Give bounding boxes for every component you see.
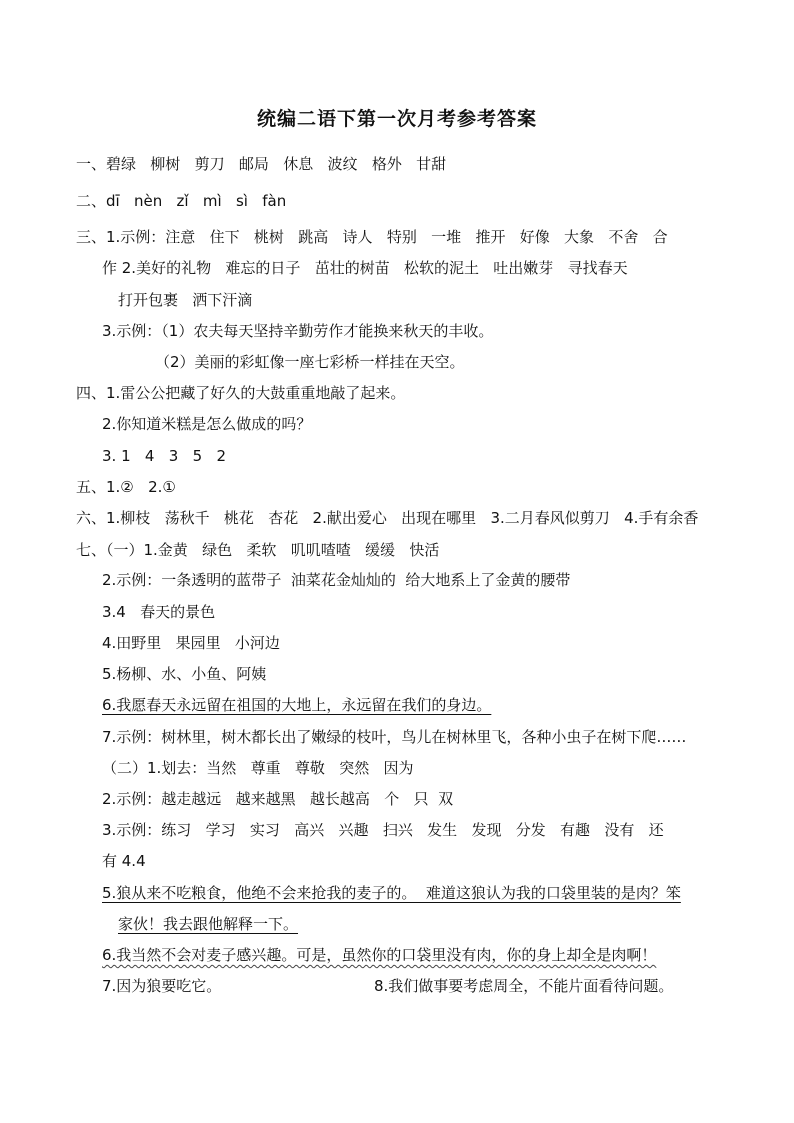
section-2-pinyin: 二、dī nèn zǐ mì sì fàn	[76, 192, 287, 210]
section-7-part2-q3-line2: 有 4.4	[102, 852, 146, 870]
section-3-q3-line1: 3.示例：（1）农夫每天坚持辛勤劳作才能换来秋天的丰收。	[102, 322, 494, 340]
section-6-answers: 六、1.柳枝 荡秋千 桃花 杏花 2.献出爱心 出现在哪里 3.二月春风似剪刀 4.手有余香	[76, 509, 699, 527]
section-7-part2-q5-line1: 5.狼从来不吃粮食，他绝不会来抢我的麦子的。 难道这狼认为我的口袋里装的是肉？笨	[102, 884, 681, 902]
section-7-part1-q1: 七、（一）1.金黄 绿色 柔软 叽叽喳喳 缓缓 快活	[76, 541, 440, 559]
section-4-q1: 四、1.雷公公把藏了好久的大鼓重重地敲了起来。	[76, 384, 406, 402]
section-7-part2-q1: （二）1.划去：当然 尊重 尊敬 突然 因为	[102, 759, 414, 777]
section-3-q1-line2: 作 2.美好的礼物 难忘的日子 茁壮的树苗 松软的泥土 吐出嫩芽 寻找春天	[102, 259, 628, 277]
section-4-q2: 2.你知道米糕是怎么做成的吗？	[102, 415, 312, 433]
section-7-part1-q2: 2.示例：一条透明的蓝带子 油菜花金灿灿的 给大地系上了金黄的腰带	[102, 571, 571, 589]
section-7-part1-q5: 5.杨柳、水、小鱼、阿姨	[102, 665, 267, 683]
section-7-part2-q8: 8.我们做事要考虑周全，不能片面看待问题。	[374, 977, 674, 995]
section-3-q3-line2: （2）美丽的彩虹像一座七彩桥一样挂在天空。	[155, 353, 465, 371]
section-7-part2-q2: 2.示例：越走越远 越来越黑 越长越高 个 只 双	[102, 790, 454, 808]
section-7-part2-q6: 6.我当然不会对麦子感兴趣。可是，虽然你的口袋里没有肉，你的身上却全是肉啊！	[102, 946, 657, 964]
section-7-part1-q4: 4.田野里 果园里 小河边	[102, 634, 280, 652]
section-7-part2-q5-line2: 家伙！我去跟他解释一下。	[118, 915, 299, 933]
section-7-part2-q7: 7.因为狼要吃它。	[102, 977, 222, 995]
section-5-answers: 五、1.② 2.①	[76, 478, 176, 496]
section-7-part1-q6: 6.我愿春天永远留在祖国的大地上，永远留在我们的身边。	[102, 696, 492, 714]
page-title: 统编二语下第一次月考参考答案	[256, 108, 537, 130]
section-1-answers: 一、碧绿 柳树 剪刀 邮局 休息 波纹 格外 甘甜	[76, 155, 447, 173]
section-3-q2-line3: 打开包裹 洒下汗滴	[118, 291, 253, 309]
section-4-q3: 3. 1 4 3 5 2	[102, 447, 227, 465]
section-3-q1-line1: 三、1.示例：注意 住下 桃树 跳高 诗人 特别 一堆 推开 好像 大象 不舍 合	[76, 228, 668, 246]
section-7-part1-q3: 3.4 春天的景色	[102, 603, 216, 621]
section-7-part1-q7: 7.示例：树林里，树木都长出了嫩绿的枝叶，鸟儿在树林里飞，各种小虫子在树下爬……	[102, 728, 687, 746]
section-7-part2-q3-line1: 3.示例：练习 学习 实习 高兴 兴趣 扫兴 发生 发现 分发 有趣 没有 还	[102, 821, 664, 839]
